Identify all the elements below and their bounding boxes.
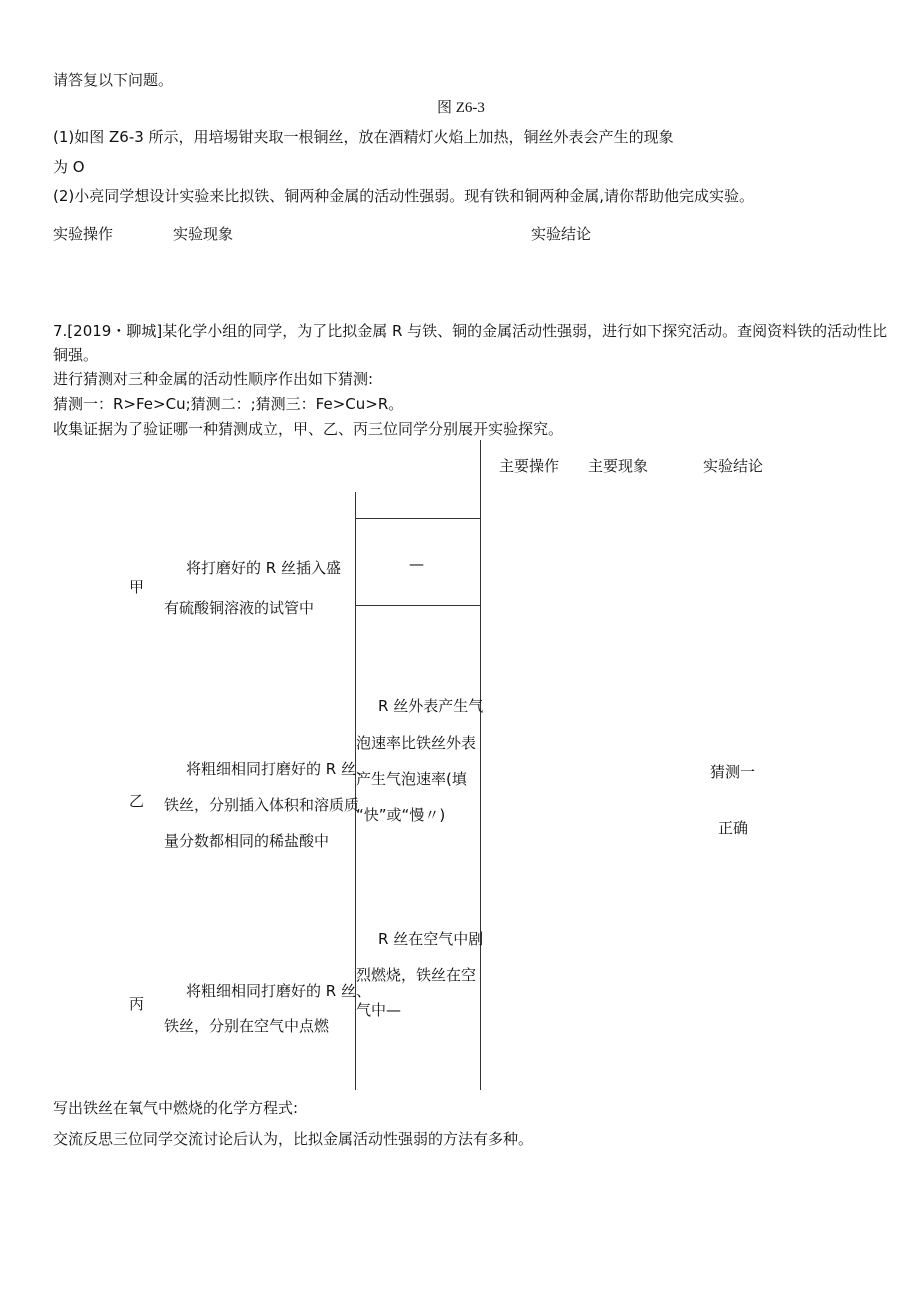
table2-divider-right: [480, 440, 481, 1090]
question-2-line-1: (2)小亮同学想设计实验来比拟铁、铜两种金属的活动性强弱。现有铁和铜两种金属,请你帮助他完成实验。: [53, 187, 755, 205]
row-yi-operation-line-3: 量分数都相同的稀盐酸中: [164, 832, 330, 850]
row-yi-operation-line-1: 将粗细相同打磨好的 R 丝、: [186, 760, 371, 778]
question-7-line-2: 铜强。: [53, 346, 99, 364]
row-yi-operation-line-2: 铁丝，分别插入体积和溶质质: [164, 796, 360, 814]
table1-header-operation: 实验操作: [53, 225, 114, 243]
table2-header-conclusion: 实验结论: [703, 457, 764, 475]
question-1-line-1: (1)如图 Z6-3 所示，用培埸钳夹取一根铜丝，放在酒精灯火焰上加热，铜丝外表会产生的现象: [53, 128, 674, 146]
table2-row-line-1: [355, 518, 481, 519]
row-bing-operation-line-2: 铁丝，分别在空气中点燃: [164, 1017, 330, 1035]
row-yi-phenomenon-line-3: 产生气泡速率(填: [356, 770, 467, 788]
table2-header-operation: 主要操作: [499, 457, 560, 475]
question-7-line-5: 收集证据为了验证哪一种猜测成立，甲、乙、丙三位同学分别展开实验探究。: [53, 420, 564, 438]
footer-line-2: 交流反思三位同学交流讨论后认为，比拟金属活动性强弱的方法有多种。: [53, 1130, 534, 1148]
intro-text: 请答复以下问题。: [53, 71, 174, 89]
row-yi-phenomenon-line-4: “快”或“慢〃): [356, 806, 446, 824]
row-bing-operation-line-1: 将粗细相同打磨好的 R 丝、: [186, 982, 371, 1000]
row-yi-conclusion-line-1: 猜测一: [710, 763, 756, 781]
table1-header-conclusion: 实验结论: [531, 225, 592, 243]
question-7-line-4: 猜测一：R>Fe>Cu;猜测二：;猜测三：Fe>Cu>R。: [53, 395, 404, 413]
footer-line-1: 写出铁丝在氧气中燃烧的化学方程式:: [53, 1099, 299, 1117]
row-bing-phenomenon-line-3: 气中—: [356, 1001, 402, 1019]
row-yi-conclusion-line-2: 正确: [718, 819, 749, 837]
figure-caption: 图 Z6-3: [437, 100, 485, 116]
table1-header-phenomenon: 实验现象: [173, 225, 234, 243]
table2-header-phenomenon: 主要现象: [588, 457, 649, 475]
row-jia-phenomenon-blank: —: [409, 555, 424, 573]
row-bing-phenomenon-line-2: 烈燃烧，铁丝在空: [356, 966, 477, 984]
row-jia-operation-line-2: 有硫酸铜溶液的试管中: [164, 599, 315, 617]
row-yi-phenomenon-line-2: 泡速率比铁丝外表: [356, 734, 477, 752]
question-7-line-3: 进行猜测对三种金属的活动性顺序作出如下猜测:: [53, 370, 374, 388]
row-yi-student: 乙: [129, 792, 145, 810]
row-bing-student: 丙: [129, 995, 145, 1013]
question-1-line-2: 为 O: [53, 158, 85, 176]
row-bing-phenomenon-line-1: R 丝在空气中剧: [378, 930, 484, 948]
row-yi-phenomenon-line-1: R 丝外表产生气: [378, 697, 484, 715]
row-jia-operation-line-1: 将打磨好的 R 丝插入盛: [186, 559, 341, 577]
table2-row-line-2: [355, 605, 481, 606]
question-7-line-1: 7.[2019・聊城]某化学小组的同学，为了比拟金属 R 与铁、铜的金属活动性强弱，进行如下探究活动。查阅资料铁的活动性比: [53, 322, 888, 340]
row-jia-student: 甲: [129, 578, 145, 596]
